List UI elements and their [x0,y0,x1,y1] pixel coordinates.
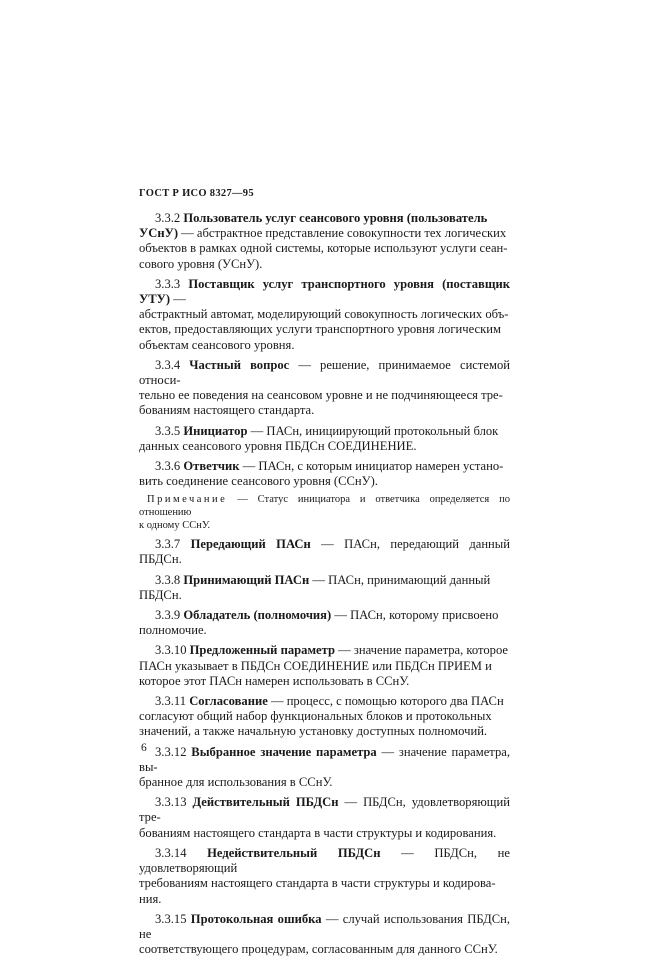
definition-number: 3.3.6 [155,459,181,474]
definition-text: — абстрактное представление совокупности тех логических объектов в рамках одной системы, которые используют услуги сеан- сового уровня (УСнУ). [139,226,508,271]
definition-number: 3.3.7 [155,537,181,552]
definition-3-3-2 [139,211,510,272]
definition-term: Выбранное значение параметра [191,744,377,759]
definition-term: Передающий ПАСн [190,537,311,552]
definition-term: Согласование [189,694,268,709]
note-label: Примечание [147,494,228,506]
definition-term: Обладатель (полномочия) [183,608,332,623]
definition-term: Ответчик [183,459,240,474]
definition-number: 3.3.8 [155,572,181,587]
definitions-section [139,211,510,962]
definition-3-3-14 [139,846,510,907]
definition-text: — ПАСн, принимающий данный ПБДСн. [139,572,491,602]
definition-term: Недействительный ПБДСн [207,845,381,860]
definition-text: — случай использования ПБДСн, не соответствующего процедурам, согласованным для данного ССнУ. [139,911,510,957]
note-text: — Статус инициатора и ответчика определяется по отношению к одному ССнУ. [139,494,510,531]
definition-text: — значение параметра, которое ПАСн указывает в ПБДСн СОЕДИНЕНИЕ или ПБДСн ПРИЕМ и которое этот ПАСн намерен использовать в ССнУ. [139,643,508,688]
definition-number: 3.3.5 [155,423,181,438]
definition-3-3-3 [139,277,510,353]
definition-text: — решение, принимаемое системой относи- тельно ее поведения на сеансовом уровне и не подчиняющееся тре- бованиям настоящего стандарта. [139,357,510,418]
definition-3-3-8 [139,573,510,603]
definition-text: — абстрактный автомат, моделирующий совокупность логических объ- ектов, предоставляющих услуги транспортного уровня логическим объектам сеансового уровня. [139,292,509,352]
definition-text: — ПАСн, с которым инициатор намерен устано- вить соединение сеансового уровня (ССнУ). [139,459,504,489]
page-number: 6 [141,742,147,754]
definition-text: — значение параметра, вы- бранное для использования в ССнУ. [139,744,510,790]
definition-text: — ПБДСн, удовлетворяющий тре- бованиям настоящего стандарта в части структуры и кодирования. [139,795,510,840]
definition-number: 3.3.14 [155,845,187,860]
definition-number: 3.3.13 [155,795,187,810]
definition-3-3-10 [139,643,510,689]
definition-text: — ПАСн, инициирующий протокольный блок данных сеансового уровня ПБДСн СОЕДИНЕНИЕ. [139,423,499,453]
definition-term: Действительный ПБДСн [192,795,339,810]
definition-term: Частный вопрос [189,357,290,372]
definition-3-3-11 [139,694,510,740]
definition-text: — ПБДСн, не удовлетворяющий требованиям настоящего стандарта в части структуры и кодирова- ния. [139,845,510,906]
definition-number: 3.3.12 [155,744,187,759]
definition-term: Пользователь услуг сеансового уровня (пользователь УСнУ) [139,211,488,241]
definition-text: — ПАСн, передающий данный ПБДСн. [139,537,510,567]
definition-number: 3.3.11 [155,694,187,709]
definition-number: 3.3.9 [155,608,181,623]
definition-term: Принимающий ПАСн [183,572,310,587]
definition-term: Поставщик услуг транспортного уровня (поставщик УТУ) [139,276,510,307]
definition-text: — процесс, с помощью которого два ПАСн согласуют общий набор функциональных блоков и протокольных значений, а также начальную установку доступных полномочий. [139,694,504,739]
definition-3-3-5 [139,424,510,454]
definition-number: 3.3.2 [155,211,181,225]
definition-text: — ПАСн, которому присвоено полномочие. [139,608,499,638]
definition-number: 3.3.15 [155,911,187,926]
definition-3-3-6 [139,459,510,489]
document-header: ГОСТ Р ИСО 8327—95 [139,188,254,199]
definition-number: 3.3.4 [155,357,181,372]
definition-term: Протокольная ошибка [190,911,322,926]
definition-number: 3.3.3 [155,276,181,291]
definition-term: Предложенный параметр [189,643,335,658]
definition-3-3-12 [139,745,510,791]
definition-number: 3.3.10 [155,643,187,658]
definition-3-3-4 [139,358,510,419]
definition-3-3-13 [139,795,510,841]
definition-term: Инициатор [183,423,248,438]
definition-3-3-7 [139,537,510,567]
definition-3-3-9 [139,608,510,638]
note [139,494,510,532]
